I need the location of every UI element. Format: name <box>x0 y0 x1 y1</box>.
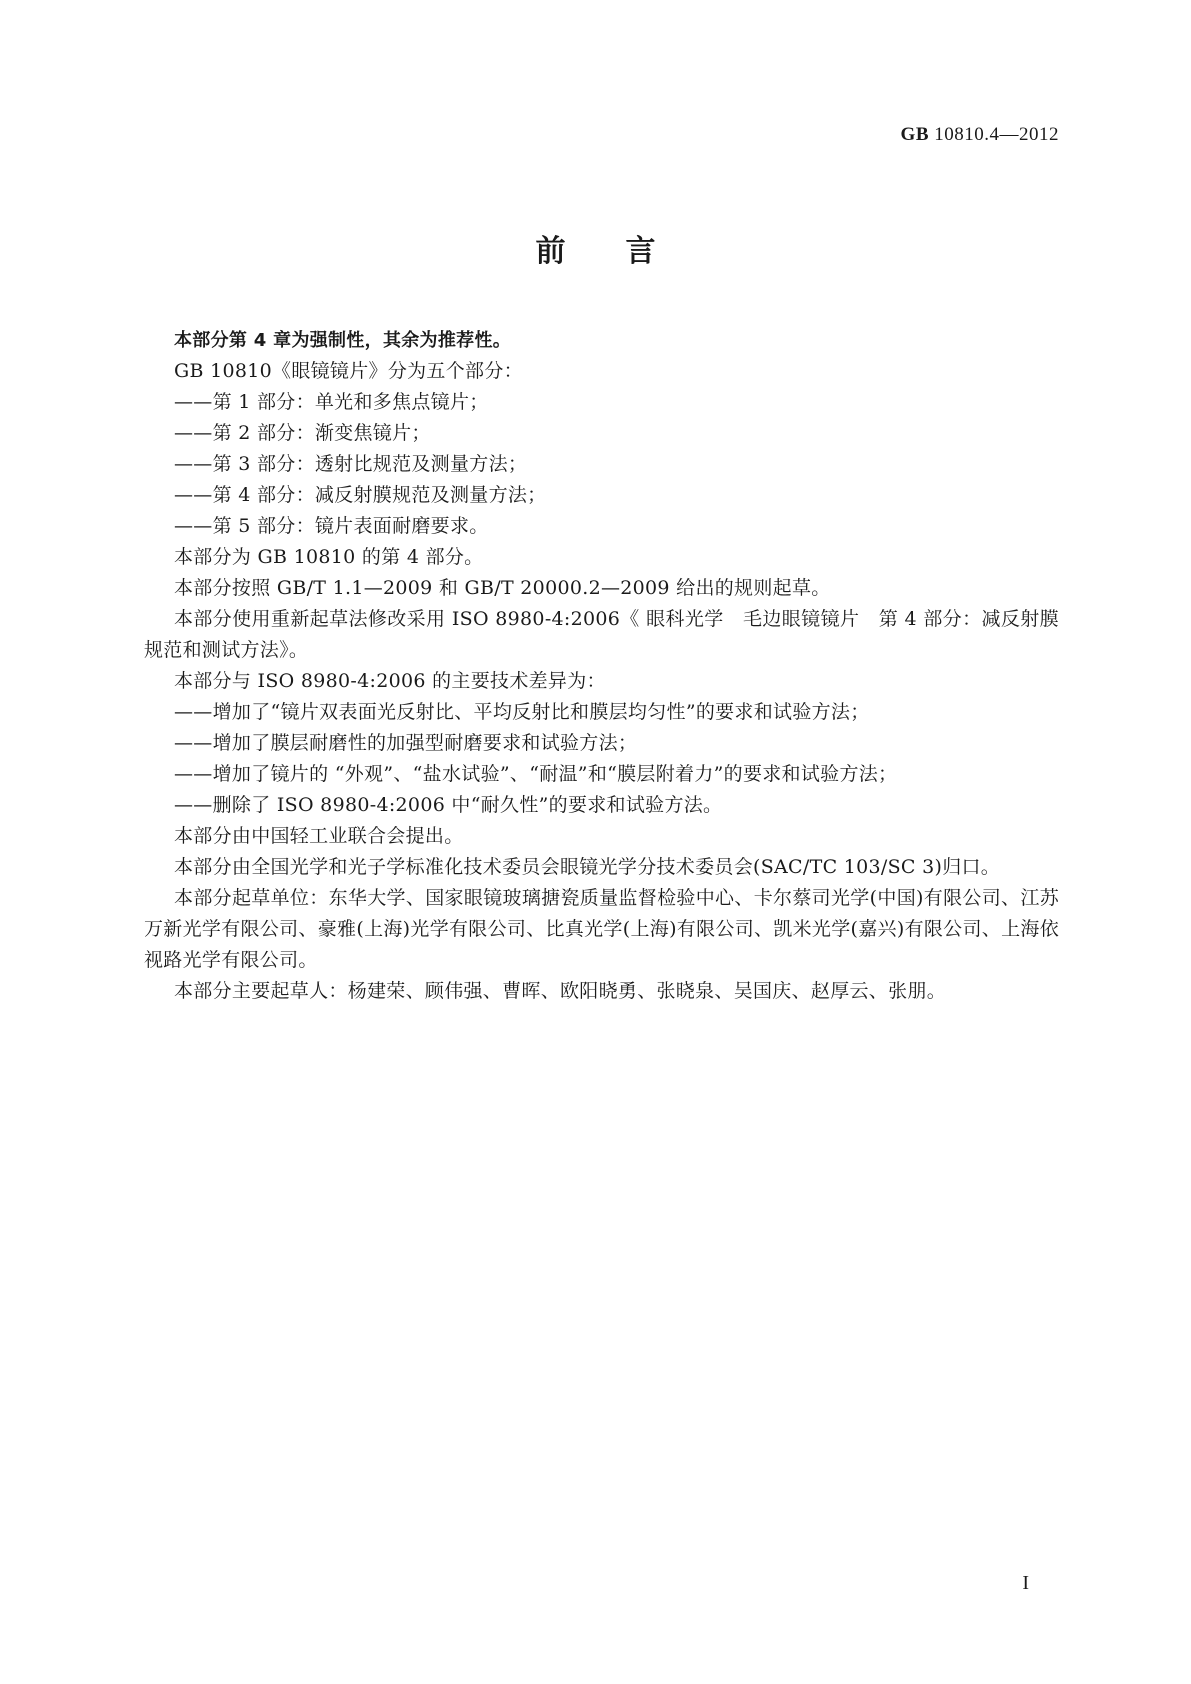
list-item: ——第 4 部分：减反射膜规范及测量方法； <box>174 484 547 506</box>
paragraph: GB 10810《眼镜镜片》分为五个部分： <box>174 360 523 382</box>
paragraph: 本部分按照 GB/T 1.1—2009 和 GB/T 20000.2—2009 给出的规则起草。 <box>174 577 831 599</box>
list-item: ——第 1 部分：单光和多焦点镜片； <box>174 391 489 413</box>
list-item: ——删除了 ISO 8980-4:2006 中“耐久性”的要求和试验方法。 <box>174 794 723 816</box>
list-item: ——增加了镜片的 “外观”、“盐水试验”、“耐温”和“膜层附着力”的要求和试验方法； <box>174 763 898 785</box>
paragraph: 本部分由全国光学和光子学标准化技术委员会眼镜光学分技术委员会(SAC/TC 103/SC 3)归口。 <box>174 856 1001 878</box>
standard-prefix: GB <box>900 124 929 145</box>
list-item: ——增加了膜层耐磨性的加强型耐磨要求和试验方法； <box>174 732 638 754</box>
list-item: ——第 3 部分：透射比规范及测量方法； <box>174 453 528 475</box>
paragraph: 本部分与 ISO 8980-4:2006 的主要技术差异为： <box>174 670 606 692</box>
list-item: ——第 2 部分：渐变焦镜片； <box>174 422 431 444</box>
foreword-body <box>144 325 1059 1007</box>
standard-number: 10810.4—2012 <box>934 124 1059 145</box>
page-number: I <box>1022 1572 1029 1594</box>
paragraph: 本部分由中国轻工业联合会提出。 <box>174 825 464 847</box>
paragraph: 本部分使用重新起草法修改采用 ISO 8980-4:2006《 眼科光学 毛边眼镜镜片 第 4 部分：减反射膜规范和测试方法》。 <box>144 608 1059 661</box>
paragraph: 本部分主要起草人：杨建荣、顾伟强、曹晖、欧阳晓勇、张晓泉、吴国庆、赵厚云、张朋。 <box>174 980 947 1002</box>
page-title: 前言 <box>535 234 716 269</box>
standard-code <box>901 124 1059 146</box>
list-item: ——增加了“镜片双表面光反射比、平均反射比和膜层均匀性”的要求和试验方法； <box>174 701 870 723</box>
list-item: ——第 5 部分：镜片表面耐磨要求。 <box>174 515 489 537</box>
mandatory-statement: 本部分第 4 章为强制性，其余为推荐性。 <box>174 330 512 351</box>
paragraph: 本部分为 GB 10810 的第 4 部分。 <box>174 546 484 568</box>
paragraph: 本部分起草单位：东华大学、国家眼镜玻璃搪瓷质量监督检验中心、卡尔蔡司光学(中国)有限公司、江苏万新光学有限公司、豪雅(上海)光学有限公司、比真光学(上海)有限公司、凯米光学(嘉兴)有限公司、上海依视路光学有限公司。 <box>144 887 1059 971</box>
